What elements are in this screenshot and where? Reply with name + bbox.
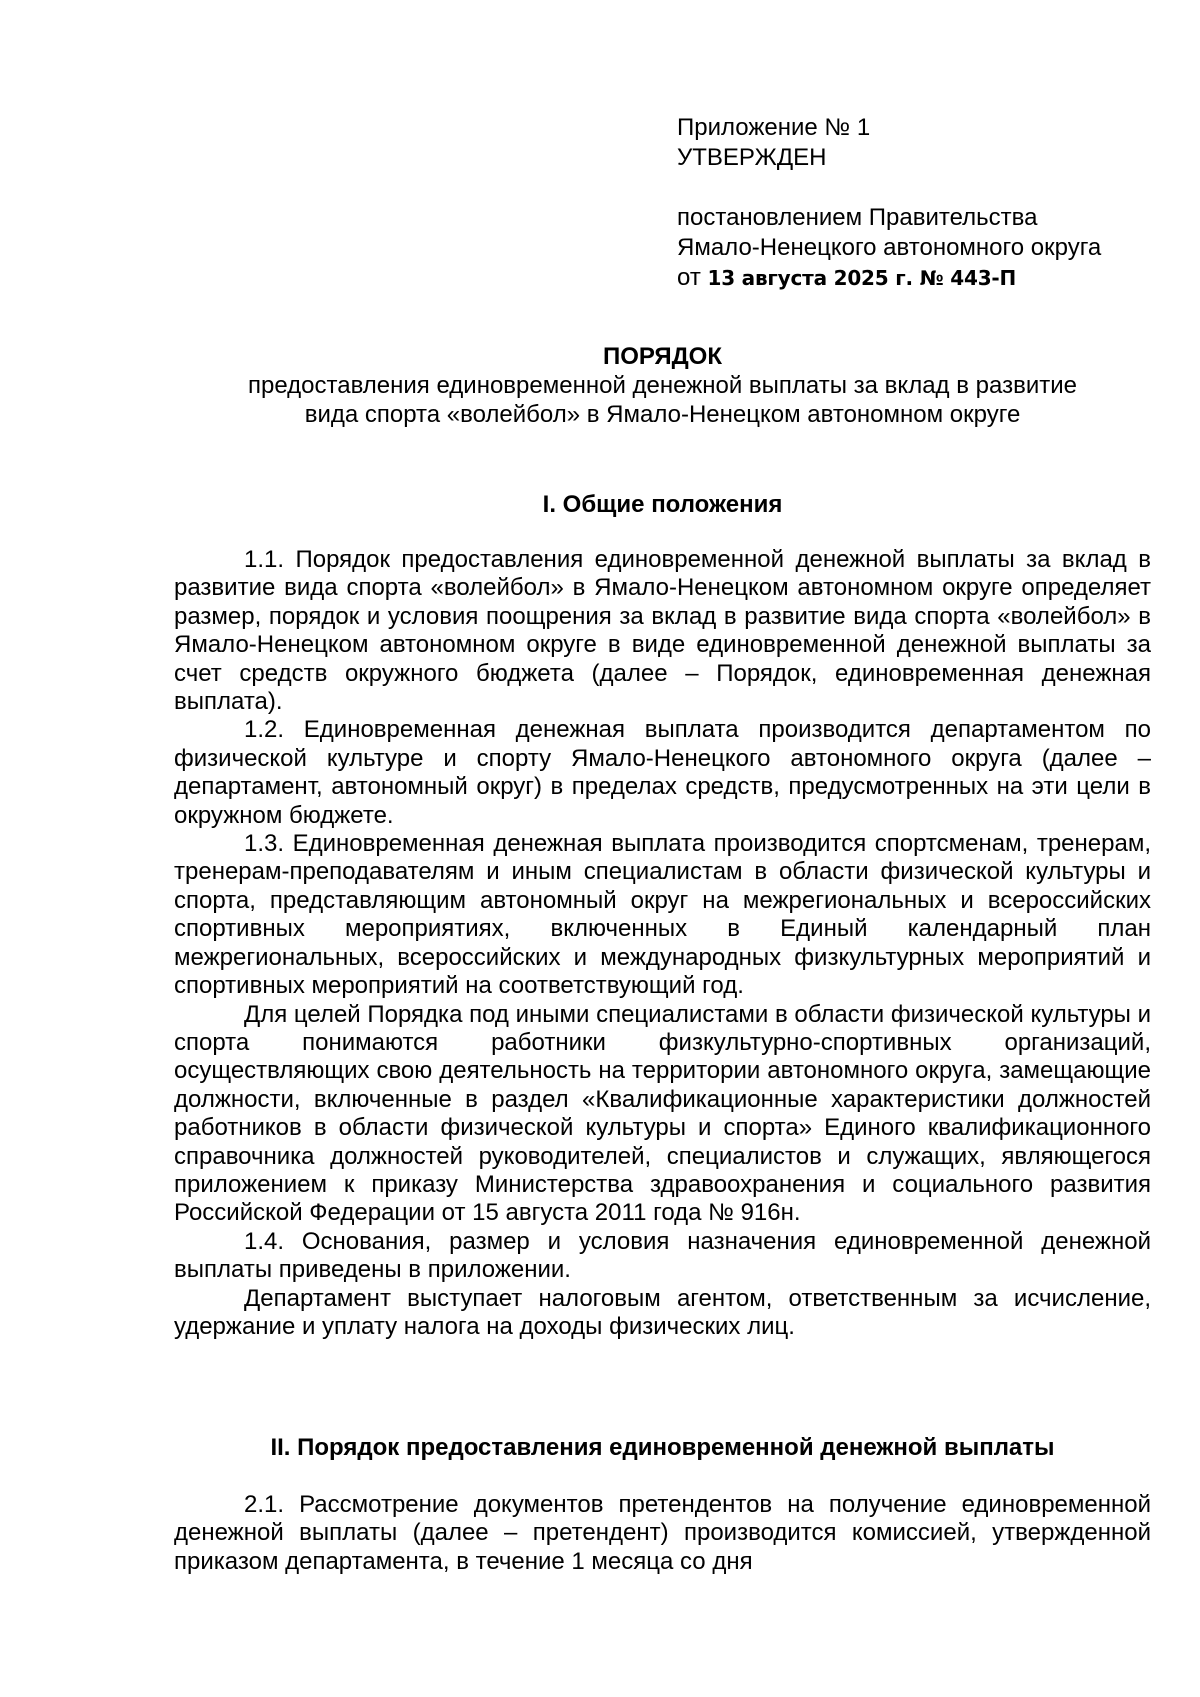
paragraph-specialists: Для целей Порядка под иными специалистами в области физической культуры и спорта понимаются работники физкультурно-спортивных организаций, осуществляющих свою деятельность на территории автономного округа, замещающие должности, включенные в раздел «Квалификационные характеристики должностей работников в области физической культуры и спорта» Единого квалификационного справочника должностей руководителей, специалистов и служащих, являющегося приложением к приказу Министерства здравоохранения и социального развития Российской Федерации от 15 августа 2011 года № 916н. [174,1000,1151,1227]
resolution-date-line [677,263,1177,293]
section-1-body [174,546,1151,1341]
document-subtitle-line2: вида спорта «волейбол» в Ямало-Ненецком автономном округе [304,401,1021,428]
paragraph-tax-agent: Департамент выступает налоговым агентом, ответственным за исчисление, удержание и уплату налога на доходы физических лиц. [174,1284,1151,1340]
document-title-block [175,342,1150,429]
spacer [677,173,1177,203]
resolution-number: 13 августа 2025 г. № 443-П [707,266,1017,290]
paragraph-2-1: 2.1. Рассмотрение документов претендентов на получение единовременной денежной выплаты (далее – претендент) производится комиссией, утвержденной приказом департамента, в течение 1 месяца со дня [174,1491,1151,1575]
appendix-label: Приложение № 1 [677,114,871,141]
approval-block [677,113,1177,293]
date-prefix: от [677,264,701,291]
section-2-heading: II. Порядок предоставления единовременной денежной выплаты [270,1434,1055,1461]
approved-label: УТВЕРЖДЕН [677,144,827,171]
resolution-label: постановлением Правительства [677,204,1038,231]
section-1-heading: I. Общие положения [542,491,783,518]
paragraph-1-4: 1.4. Основания, размер и условия назначения единовременной денежной выплаты приведены в приложении. [174,1227,1151,1284]
paragraph-1-2: 1.2. Единовременная денежная выплата производится департаментом по физической культуре и спорту Ямало-Ненецкого автономного округа (далее – департамент, автономный округ) в пределах средств, предусмотренных на эти цели в окружном бюджете. [174,716,1151,829]
section-2-body [174,1491,1151,1576]
document-title: ПОРЯДОК [603,343,722,370]
paragraph-1-1: 1.1. Порядок предоставления единовременной денежной выплаты за вклад в развитие вида спорта «волейбол» в Ямало-Ненецком автономном округе определяет размер, порядок и условия поощрения за вклад в развитие вида спорта «волейбол» в Ямало-Ненецком автономном округе в виде единовременной денежной выплаты за счет средств окружного бюджета (далее – Порядок, единовременная денежная выплата). [174,546,1151,716]
paragraph-1-3: 1.3. Единовременная денежная выплата производится спортсменам, тренерам, тренерам-преподавателям и иным специалистам в области физической культуры и спорта, представляющим автономный округ на межрегиональных и всероссийских спортивных мероприятиях, включенных в Единый календарный план межрегиональных, всероссийских и международных физкультурных мероприятий и спортивных мероприятий на соответствующий год. [174,830,1151,1000]
government-label: Ямало-Ненецкого автономного округа [677,234,1102,261]
document-subtitle-line1: предоставления единовременной денежной выплаты за вклад в развитие [248,372,1077,399]
